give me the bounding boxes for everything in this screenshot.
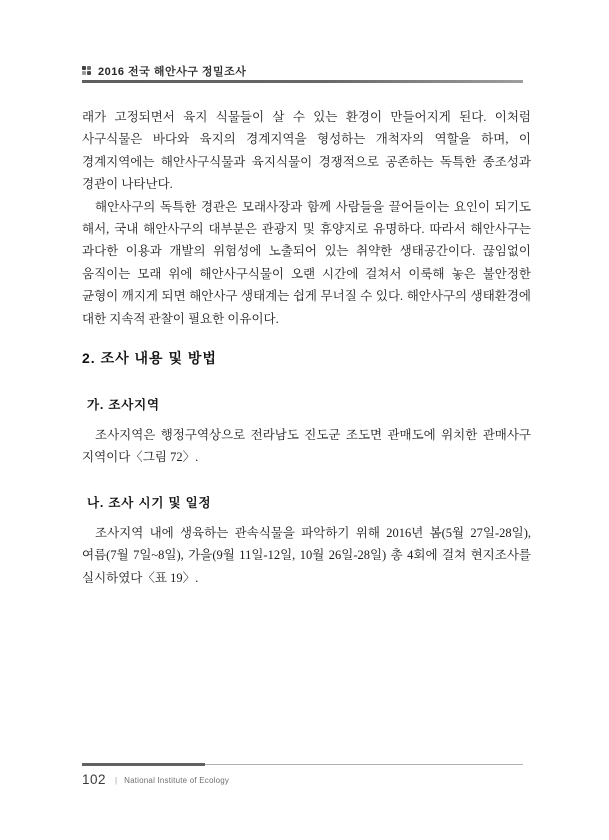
running-header	[82, 63, 246, 78]
page-footer	[82, 772, 229, 787]
page-body	[82, 106, 531, 330]
subsection-heading-survey-area: 가. 조사지역	[87, 398, 160, 412]
footer-separator: |	[115, 776, 118, 785]
header-rule	[82, 80, 523, 83]
body-paragraph: 조사지역은 행정구역상으로 전라남도 진도군 조도면 관매도에 위치한 관매사구 지역이다〈그림 72〉.	[82, 428, 531, 465]
dots-grid-icon	[82, 66, 92, 76]
survey-schedule-paragraph-block	[82, 522, 531, 589]
survey-area-paragraph-block	[82, 424, 531, 469]
section-heading: 2. 조사 내용 및 방법	[82, 350, 217, 366]
page-number: 102	[82, 772, 107, 787]
running-header-title: 2016 전국 해안사구 정밀조사	[98, 65, 247, 78]
institute-name: National Institute of Ecology	[124, 776, 230, 785]
footer-rule-light-segment	[205, 764, 523, 765]
footer-rule-dark-segment	[82, 763, 205, 766]
subsection-heading-survey-schedule: 나. 조사 시기 및 일정	[87, 496, 212, 510]
body-paragraph: 조사지역 내에 생육하는 관속식물을 파악하기 위해 2016년 봄(5월 27일-28일), 여름(7월 7일~8일), 가을(9월 11일-12일, 10월 26일-28일) 총 4회에 걸쳐 현지조사를 실시하였다〈표 19〉.	[82, 526, 531, 585]
body-paragraph: 해안사구의 독특한 경관은 모래사장과 함께 사람들을 끌어들이는 요인이 되기도 해서, 국내 해안사구의 대부분은 관광지 및 휴양지로 유명하다. 따라서 해안사구는 과다한 이용과 개발의 위험성에 노출되어 있는 취약한 생태공간이다. 끊임없이 움직이는 모래 위에 해안사구식물이 오랜 시간에 걸쳐서 이룩해 놓은 불안정한 균형이 깨지게 되면 해안사구 생태계는 쉽게 무너질 수 있다. 해안사구의 생태환경에 대한 지속적 관찰이 필요한 이유이다.	[82, 199, 531, 326]
body-paragraph-continuation: 래가 고정되면서 육지 식물들이 살 수 있는 환경이 만들어지게 된다. 이처럼 사구식물은 바다와 육지의 경계지역을 형성하는 개척자의 역할을 하며, 이 경계지역에는 해안사구식물과 육지식물이 경쟁적으로 공존하는 독특한 종조성과 경관이 나타난다.	[82, 110, 531, 192]
footer-rule	[82, 763, 523, 766]
